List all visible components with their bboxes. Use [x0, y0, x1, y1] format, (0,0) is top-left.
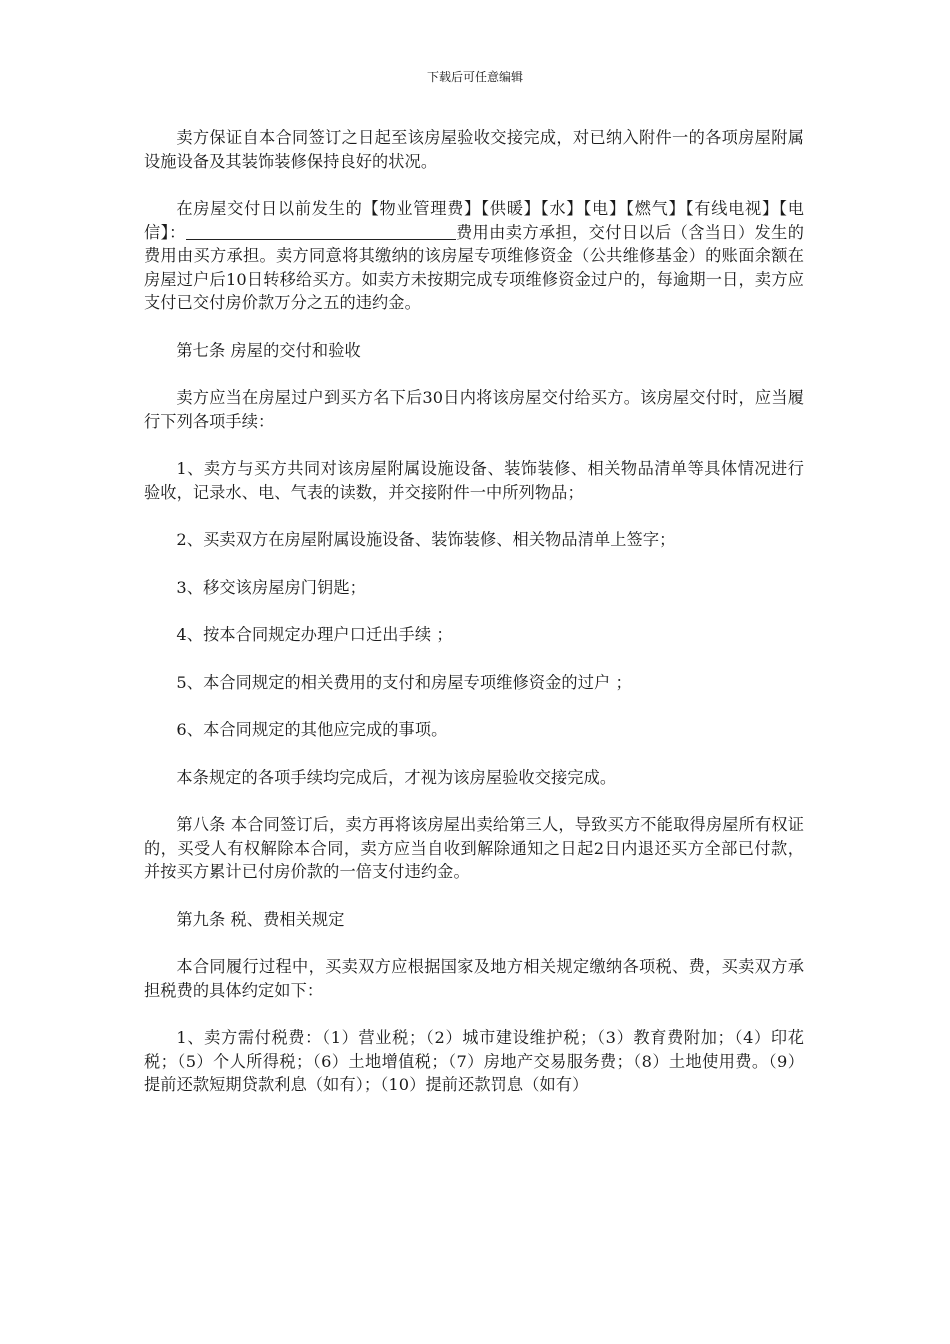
paragraph-tax-agreement: 本合同履行过程中，买卖双方应根据国家及地方相关规定缴纳各项税、费，买卖双方承担税费的具体约定如下： — [144, 957, 804, 1000]
list-item-fees-transfer: 5、本合同规定的相关费用的支付和房屋专项维修资金的过户 ； — [176, 672, 632, 692]
paragraph-completion-condition: 本条规定的各项手续均完成后，才视为该房屋验收交接完成。 — [176, 767, 617, 787]
fees-clause-text: 在房屋交付日以前发生的【物业管理费】【供暖】【水】【电】【燃气】【有线电视】【电 信】： — [144, 199, 804, 242]
paragraph-delivery-timeline: 卖方应当在房屋过户到买方名下后30日内将该房屋交付给买方。该房屋交付时，应当履行下列各项手续： — [144, 388, 804, 431]
list-item-sign-list: 2、买卖双方在房屋附属设施设备、装饰装修、相关物品清单上签字； — [176, 530, 676, 549]
article-7-title: 第七条 房屋的交付和验收 — [176, 340, 361, 360]
list-item-household-registration: 4、按本合同规定办理户口迁出手续 ； — [176, 625, 453, 644]
paragraph-fees-before-delivery — [144, 197, 804, 315]
list-item-hand-over-keys: 3、移交该房屋房门钥匙； — [176, 577, 366, 597]
page-header: 下载后可任意编辑 — [426, 70, 523, 84]
paragraph-seller-taxes: 1、卖方需付税费：（1）营业税；（2）城市建设维护税；（3）教育费附加；（4）印花税；（5）个人所得税；（6）土地增值税；（7）房地产交易服务费；（8）土地使用费。（9）提前还款短期贷款利息（如有）；（10）提前还款罚息（如有） — [144, 1028, 804, 1094]
article-8: 第八条 本合同签订后，卖方再将该房屋出卖给第三人，导致买方不能取得房屋所有权证的，买受人有权解除本合同，卖方应当自收到解除通知之日起2日内退还买方全部已付款，并按买方累计已付房价款的一倍支付违约金。 — [144, 815, 804, 881]
list-item-other-matters: 6、本合同规定的其他应完成的事项。 — [176, 720, 448, 739]
list-item-inspection: 1、卖方与买方共同对该房屋附属设施设备、装饰装修、相关物品清单等具体情况进行验收，记录水、电、气表的读数，并交接附件一中所列物品； — [144, 459, 804, 502]
paragraph-seller-guarantee: 卖方保证自本合同签订之日起至该房屋验收交接完成，对已纳入附件一的各项房屋附属设施设备及其装饰装修保持良好的状况。 — [144, 128, 804, 171]
document-body — [144, 126, 804, 1121]
article-9-title: 第九条 税、费相关规定 — [176, 909, 345, 929]
fill-in-blank — [186, 221, 456, 240]
fees-clause-continued: 费用由卖方承担，交付日以后（含当日）发生的费用由买方承担。卖方同意将其缴纳的该房屋专项维修资金（公共维修基金）的账面余额在房屋过户后10日转移给买方。如卖方未按期完成专项维修资金过户的，每逾期一日，卖方应支付已交付房价款万分之五的违约金。 — [144, 222, 804, 312]
